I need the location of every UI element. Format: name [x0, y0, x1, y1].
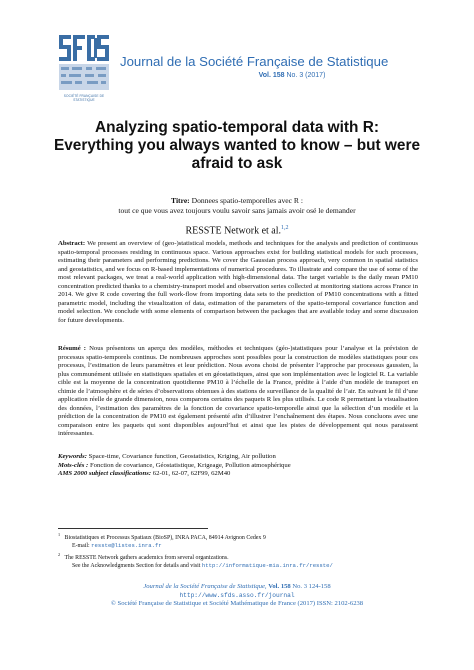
french-title — [40, 196, 434, 216]
abstract-label: Abstract: — [58, 240, 86, 247]
title-line-2: Everything you always wanted to know – but were — [53, 137, 421, 154]
fn2-url-link[interactable]: http://informatique-mia.inra.fr/resste/ — [201, 562, 333, 570]
footer-copyright: © Société Française de Statistique et Société Mathématique de France (2017) ISSN: 2102-6238 — [110, 600, 364, 608]
journal-title[interactable]: Journal de la Société Française de Statistique — [120, 54, 389, 69]
fn1-text: Biostatistiques et Processus Spatiaux (BioSP), INRA PACA, 84914 Avignon Cedex 9 — [64, 534, 266, 541]
author-footnote-marks[interactable]: 1,2 — [281, 225, 289, 231]
volume-line — [0, 72, 474, 79]
fn1-mark: 1 — [58, 532, 61, 537]
fn2-text: The RESSTE Network gathers academics from several organizations. — [64, 554, 229, 561]
fn1-email-link[interactable]: resste@listes.inra.fr — [91, 542, 162, 550]
titre-line-2: tout ce que vous avez toujours voulu savoir sans jamais avoir osé le demander — [118, 206, 356, 215]
logo-tagline: SOCIÉTÉ FRANÇAISE DE STATISTIQUE — [63, 94, 105, 102]
title-line-3: afraid to ask — [191, 155, 283, 172]
sfds-logo — [58, 34, 110, 98]
mots-cles-label: Mots-clés : — [58, 461, 89, 469]
vol-label: Vol. — [258, 72, 271, 79]
vol-number: 158 — [272, 72, 285, 79]
titre-label: Titre: — [171, 196, 190, 205]
keywords-block — [58, 453, 418, 479]
mots-cles-text: Fonction de covariance, Géostatistique, Krigeage, Pollution atmosphérique — [89, 461, 291, 469]
fn2-mark: 2 — [58, 551, 61, 557]
resume — [58, 345, 418, 439]
footer-pages: No. 3 124-158 — [292, 583, 331, 590]
footnotes — [58, 531, 428, 571]
ams-text: 62-01, 62-07, 62F99, 62M40 — [152, 470, 231, 478]
footer-journal: Journal de la Société Française de Statistique, — [143, 583, 267, 590]
fn2-see: See the Acknowledgments Section for details and visit — [72, 563, 201, 570]
footer-vol: Vol. 158 — [268, 583, 291, 590]
abstract — [58, 240, 418, 325]
keywords-text: Space-time, Covariance function, Geostatistics, Kriging, Air pollution — [88, 453, 276, 460]
keywords-label: Keywords: — [58, 453, 87, 460]
citation-footer — [0, 583, 474, 609]
paper-title — [40, 119, 434, 173]
author-name: RESSTE Network et al. — [185, 225, 282, 237]
author-line — [40, 225, 434, 236]
resume-label: Résumé : — [58, 345, 86, 352]
abstract-text: We present an overview of (geo-)statistical models, methods and techniques for the analysis and prediction of continuous spatio-temporal processes residing in continuous space. Various approaches exist for building statistical models for such processes, estimating their parameters and performing predictions. We cover the Gaussian process approach, very common in spatial statistics and geostatistics, and we focus on R-based implementations of numerical procedures. To illustrate and compare the use of some of the most relevant packages, we treat a real-world application with high-dimensional data. The target variable is the daily mean PM10 concentration predicted thanks to a chemistry-transport model and observation series collected at monitoring stations across France in 2014. We give R code covering the full work-flow from importing data sets to the prediction of PM10 concentrations with a fitted parametric model, including the visualization of data, estimation of the parameters of the spatio-temporal covariance function and model selection. We conclude with some elements of comparison between the packages that are available today and some discussion for future developments. — [58, 240, 418, 324]
fn1-email-label: E-mail: — [72, 543, 90, 550]
titre-line-1: Donnees spatio-temporelles avec R : — [191, 196, 303, 205]
resume-text: Nous présentons un aperçu des modèles, méthodes et techniques (géo-)statistiques pour l’analyse et la prévision de processus spatio-temporels continus. De nombreuses approches sont possibles pour la construction de modèles statistiques pour ces processus, l’estimation de leurs paramètres et leur prédiction. Nous avons choisi de présenter l’approche par processus gaussien, la plus communément utilisée en statistiques spatiales et en géostatistiques, ainsi que son implémentation avec le logiciel R. La variable cible est la moyenne de la concentration quotidienne PM10 à l’échelle de la France, prédite à l’aide d’un modèle de transport en chimie de l’atmosphère et de séries d’observations obtenues à des stations de surveillance de la qualité de l’air. En suivant le fil d’une application réelle de grande dimension, nous comparons certains des paquets R les plus utilisés. Le code R permettant la visualisation des données, l’estimation des paramètres de la fonction de covariance spatio-temporelle ainsi que la sélection d’un modèle et la prédiction de la concentration de PM10 est également présenté afin d’illustrer l’enchaînement des étapes. Nous concluons avec une comparaison entre les paquets qui sont disponibles aujourd’hui et ainsi que les pistes de développement qui nous paraissent intéressantes. — [58, 345, 419, 438]
footer-url-link[interactable]: http://www.sfds.asso.fr/journal — [179, 591, 295, 599]
issue-number: No. 3 (2017) — [286, 72, 326, 79]
ams-label: AMS 2000 subject classifications: — [58, 470, 152, 478]
footnote-rule — [58, 528, 208, 529]
title-line-1: Analyzing spatio-temporal data with R: — [95, 119, 379, 136]
